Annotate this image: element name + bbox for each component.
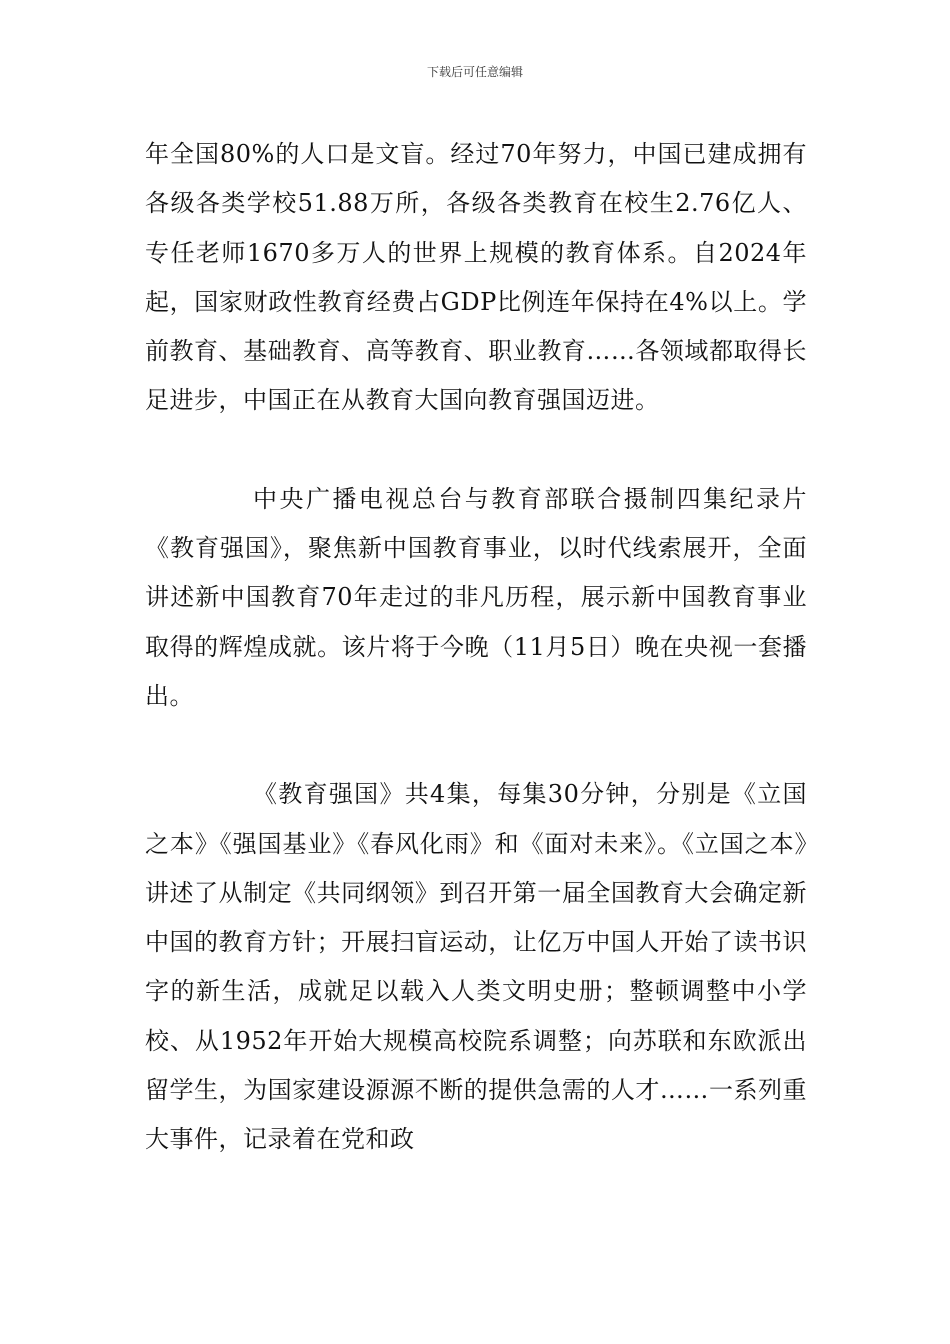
paragraph-gap bbox=[145, 721, 807, 770]
page-header: 下载后可任意编辑 bbox=[426, 65, 523, 79]
paragraph-1: 年全国80%的人口是文盲。经过70年努力，中国已建成拥有各级各类学校51.88万所，各级各类教育在校生2.76亿人、专任老师1670多万人的世界上规模的教育体系。自2024年起，国家财政性教育经费占GDP比例连年保持在4%以上。学前教育、基础教育、高等教育、职业教育……各领域都取得长足进步，中国正在从教育大国向教育强国迈进。 bbox=[145, 140, 807, 415]
paragraph-3: 《教育强国》共4集，每集30分钟，分别是《立国之本》《强国基业》《春风化雨》和《面对未来》。《立国之本》讲述了从制定《共同纲领》到召开第一届全国教育大会确定新中国的教育方针；开展扫盲运动，让亿万中国人开始了读书识字的新生活，成就足以载入人类文明史册；整顿调整中小学校、从1952年开始大规模高校院系调整；向苏联和东欧派出留学生，为国家建设源源不断的提供急需的人才……一系列重大事件，记录着在党和政 bbox=[145, 780, 807, 1154]
paragraph-gap bbox=[145, 426, 807, 475]
paragraph-2: 中央广播电视总台与教育部联合摄制四集纪录片《教育强国》，聚焦新中国教育事业，以时代线索展开，全面讲述新中国教育70年走过的非凡历程，展示新中国教育事业取得的辉煌成就。该片将于今晚（11月5日）晚在央视一套播出。 bbox=[145, 484, 807, 710]
document-body bbox=[145, 130, 807, 1165]
